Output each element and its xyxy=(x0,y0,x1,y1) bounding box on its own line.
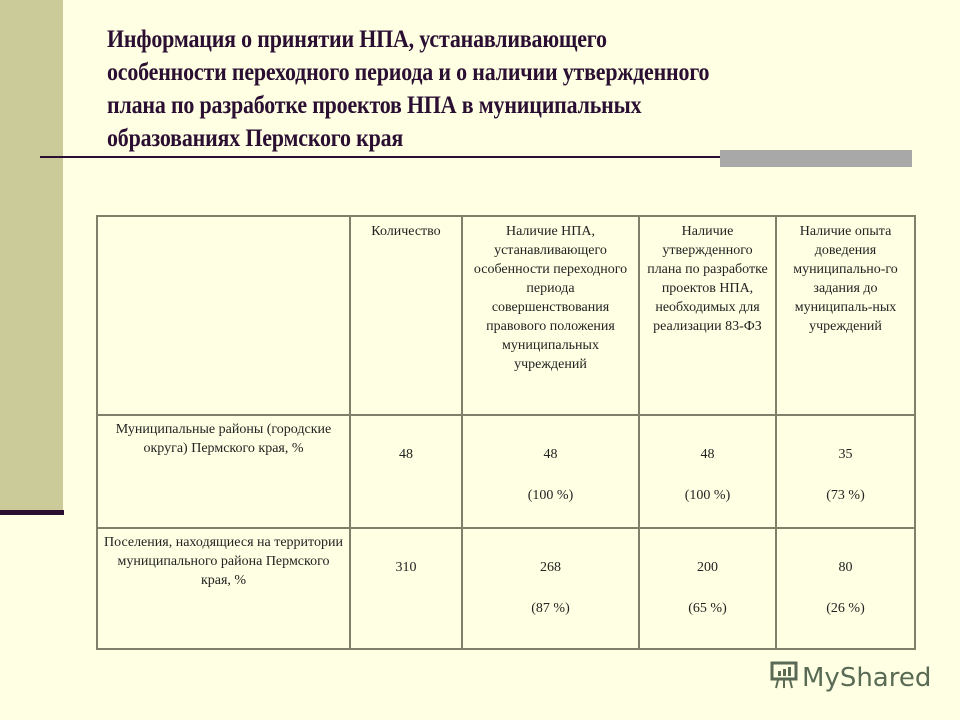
header-cell: Наличие утвержденного плана по разработке проектов НПА, необходимых для реализации 83-ФЗ xyxy=(639,216,776,415)
gray-accent-bar xyxy=(720,150,912,167)
title-line: Информация о принятии НПА, устанавливающего xyxy=(107,24,607,53)
header-cell xyxy=(97,216,350,415)
header-cell: Наличие опыта доведения муниципально-го задания до муниципаль-ных учреждений xyxy=(776,216,915,415)
header-cell: Наличие НПА, устанавливающего особенности переходного периода совершенствования правового положения муниципальных учреждений xyxy=(462,216,639,415)
data-table xyxy=(96,215,916,650)
npa-cell: 268 (87 %) xyxy=(462,528,639,649)
left-decor-line xyxy=(0,510,64,515)
count-cell: 48 xyxy=(350,415,462,528)
plan-cell: 48 (100 %) xyxy=(639,415,776,528)
table-header-row xyxy=(97,216,915,415)
left-decor-bar xyxy=(0,0,63,510)
title-line: особенности переходного периода и о наличии утвержденного xyxy=(107,57,710,86)
row-label: Поселения, находящиеся на территории муниципального района Пермского края, % xyxy=(97,528,350,649)
count-cell: 310 xyxy=(350,528,462,649)
title-line: образованиях Пермского края xyxy=(107,123,404,152)
table-row xyxy=(97,415,915,528)
npa-cell: 48 (100 %) xyxy=(462,415,639,528)
watermark-logo xyxy=(768,657,931,698)
slide-title xyxy=(107,22,812,154)
experience-cell: 80 (26 %) xyxy=(776,528,915,649)
presentation-board-icon xyxy=(768,657,802,698)
experience-cell: 35 (73 %) xyxy=(776,415,915,528)
header-cell: Количество xyxy=(350,216,462,415)
table-row xyxy=(97,528,915,649)
watermark-text: MyShared xyxy=(802,662,932,693)
title-line: плана по разработке проектов НПА в муниципальных xyxy=(107,90,642,119)
row-label: Муниципальные районы (городские округа) Пермского края, % xyxy=(97,415,350,528)
plan-cell: 200 (65 %) xyxy=(639,528,776,649)
